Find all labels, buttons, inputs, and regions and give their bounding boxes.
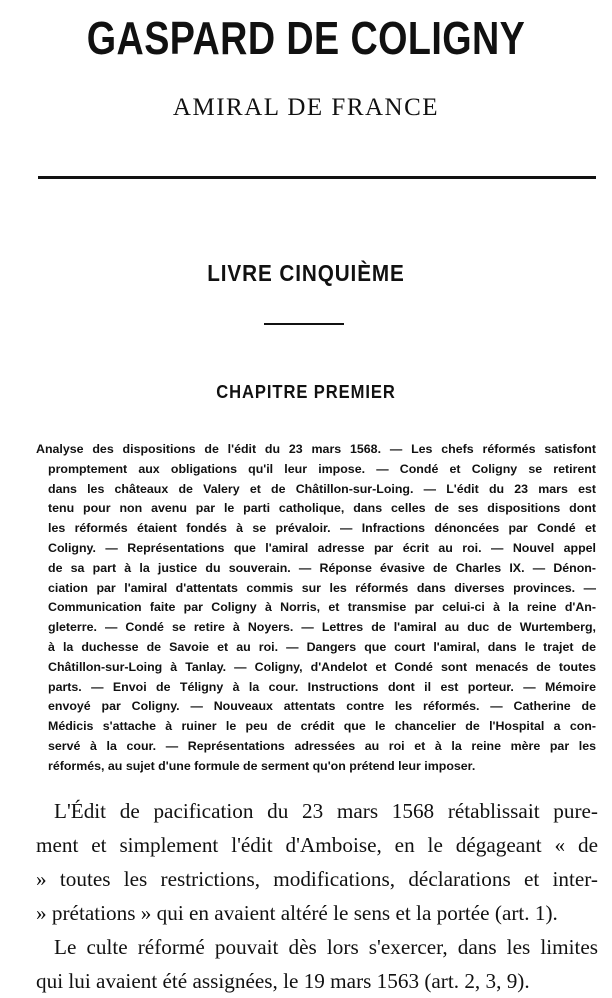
summary-line: Médicis s'attache à ruiner le peu de crédit que le chancelier de l'Hospital a con- <box>48 719 596 734</box>
body-line: » toutes les restrictions, modifications, déclarations et inter- <box>36 867 598 891</box>
summary-line: parts. — Envoi de Téligny à la cour. Instructions dont il est porteur. — Mémoire <box>48 679 596 694</box>
summary-line: promptement aux obligations qu'il leur impose. — Condé et Coligny se retirent <box>48 461 596 476</box>
summary-line: Châtillon-sur-Loing à Tanlay. — Coligny, d'Andelot et Condé sont menacés de toutes <box>48 659 596 674</box>
section-divider <box>264 323 344 325</box>
body-line: ment et simplement l'édit d'Amboise, en le dégageant « de <box>36 833 598 857</box>
summary-line: servé à la cour. — Représentations adressées au roi et à la reine mère par les <box>48 738 596 753</box>
body-paragraphs <box>36 794 598 998</box>
body-line: qui lui avaient été assignées, le 19 mars 1563 (art. 2, 3, 9). <box>36 969 530 993</box>
body-line: L'Édit de pacification du 23 mars 1568 rétablissait pure- <box>54 799 598 823</box>
summary-line: envoyé par Coligny. — Nouveaux attentats contre les réformés. — Catherine de <box>48 699 596 714</box>
header-rule <box>38 176 596 179</box>
summary-line: réformés, au sujet d'une formule de serment qu'on prétend leur imposer. <box>48 758 476 773</box>
summary-line: Coligny. — Représentations que l'amiral adresse par écrit au roi. — Nouvel appel <box>48 540 596 555</box>
book-part-heading: LIVRE CINQUIÈME <box>207 260 405 286</box>
body-line: Le culte réformé pouvait dès lors s'exercer, dans les limites <box>54 935 598 959</box>
summary-line: les réformés étaient fondés à se prévaloir. — Infractions dénoncées par Condé et <box>48 521 596 536</box>
summary-line: tenu pour non avenu par le parti catholique, dans celles de ses dispositions dont <box>48 501 596 516</box>
summary-line: à la duchesse de Savoie et au roi. — Dangers que court l'amiral, dans le trajet de <box>48 639 596 654</box>
summary-line: gleterre. — Condé se retire à Noyers. — Lettres de l'amiral au duc de Wurtemberg, <box>48 620 596 635</box>
book-subtitle: AMIRAL DE FRANCE <box>172 94 440 121</box>
chapter-summary <box>36 440 596 777</box>
body-line: » prétations » qui en avaient altéré le sens et la portée (art. 1). <box>36 901 558 925</box>
chapter-heading: CHAPITRE PREMIER <box>216 382 396 402</box>
summary-line: de sa part à la justice du souverain. — Réponse évasive de Charles IX. — Dénon- <box>48 560 596 575</box>
book-title: GASPARD DE COLIGNY <box>86 12 526 64</box>
summary-line: dans les châteaux de Valery et de Châtillon-sur-Loing. — L'édit du 23 mars est <box>48 481 596 496</box>
summary-line: Analyse des dispositions de l'édit du 23 mars 1568. — Les chefs réformés satisfont <box>36 442 596 456</box>
summary-line: Communication faite par Coligny à Norris, et transmise par celui-ci à la reine d'An- <box>48 600 596 615</box>
summary-line: ciation par l'amiral d'attentats commis sur les réformés dans diverses provinces. — <box>48 580 596 595</box>
